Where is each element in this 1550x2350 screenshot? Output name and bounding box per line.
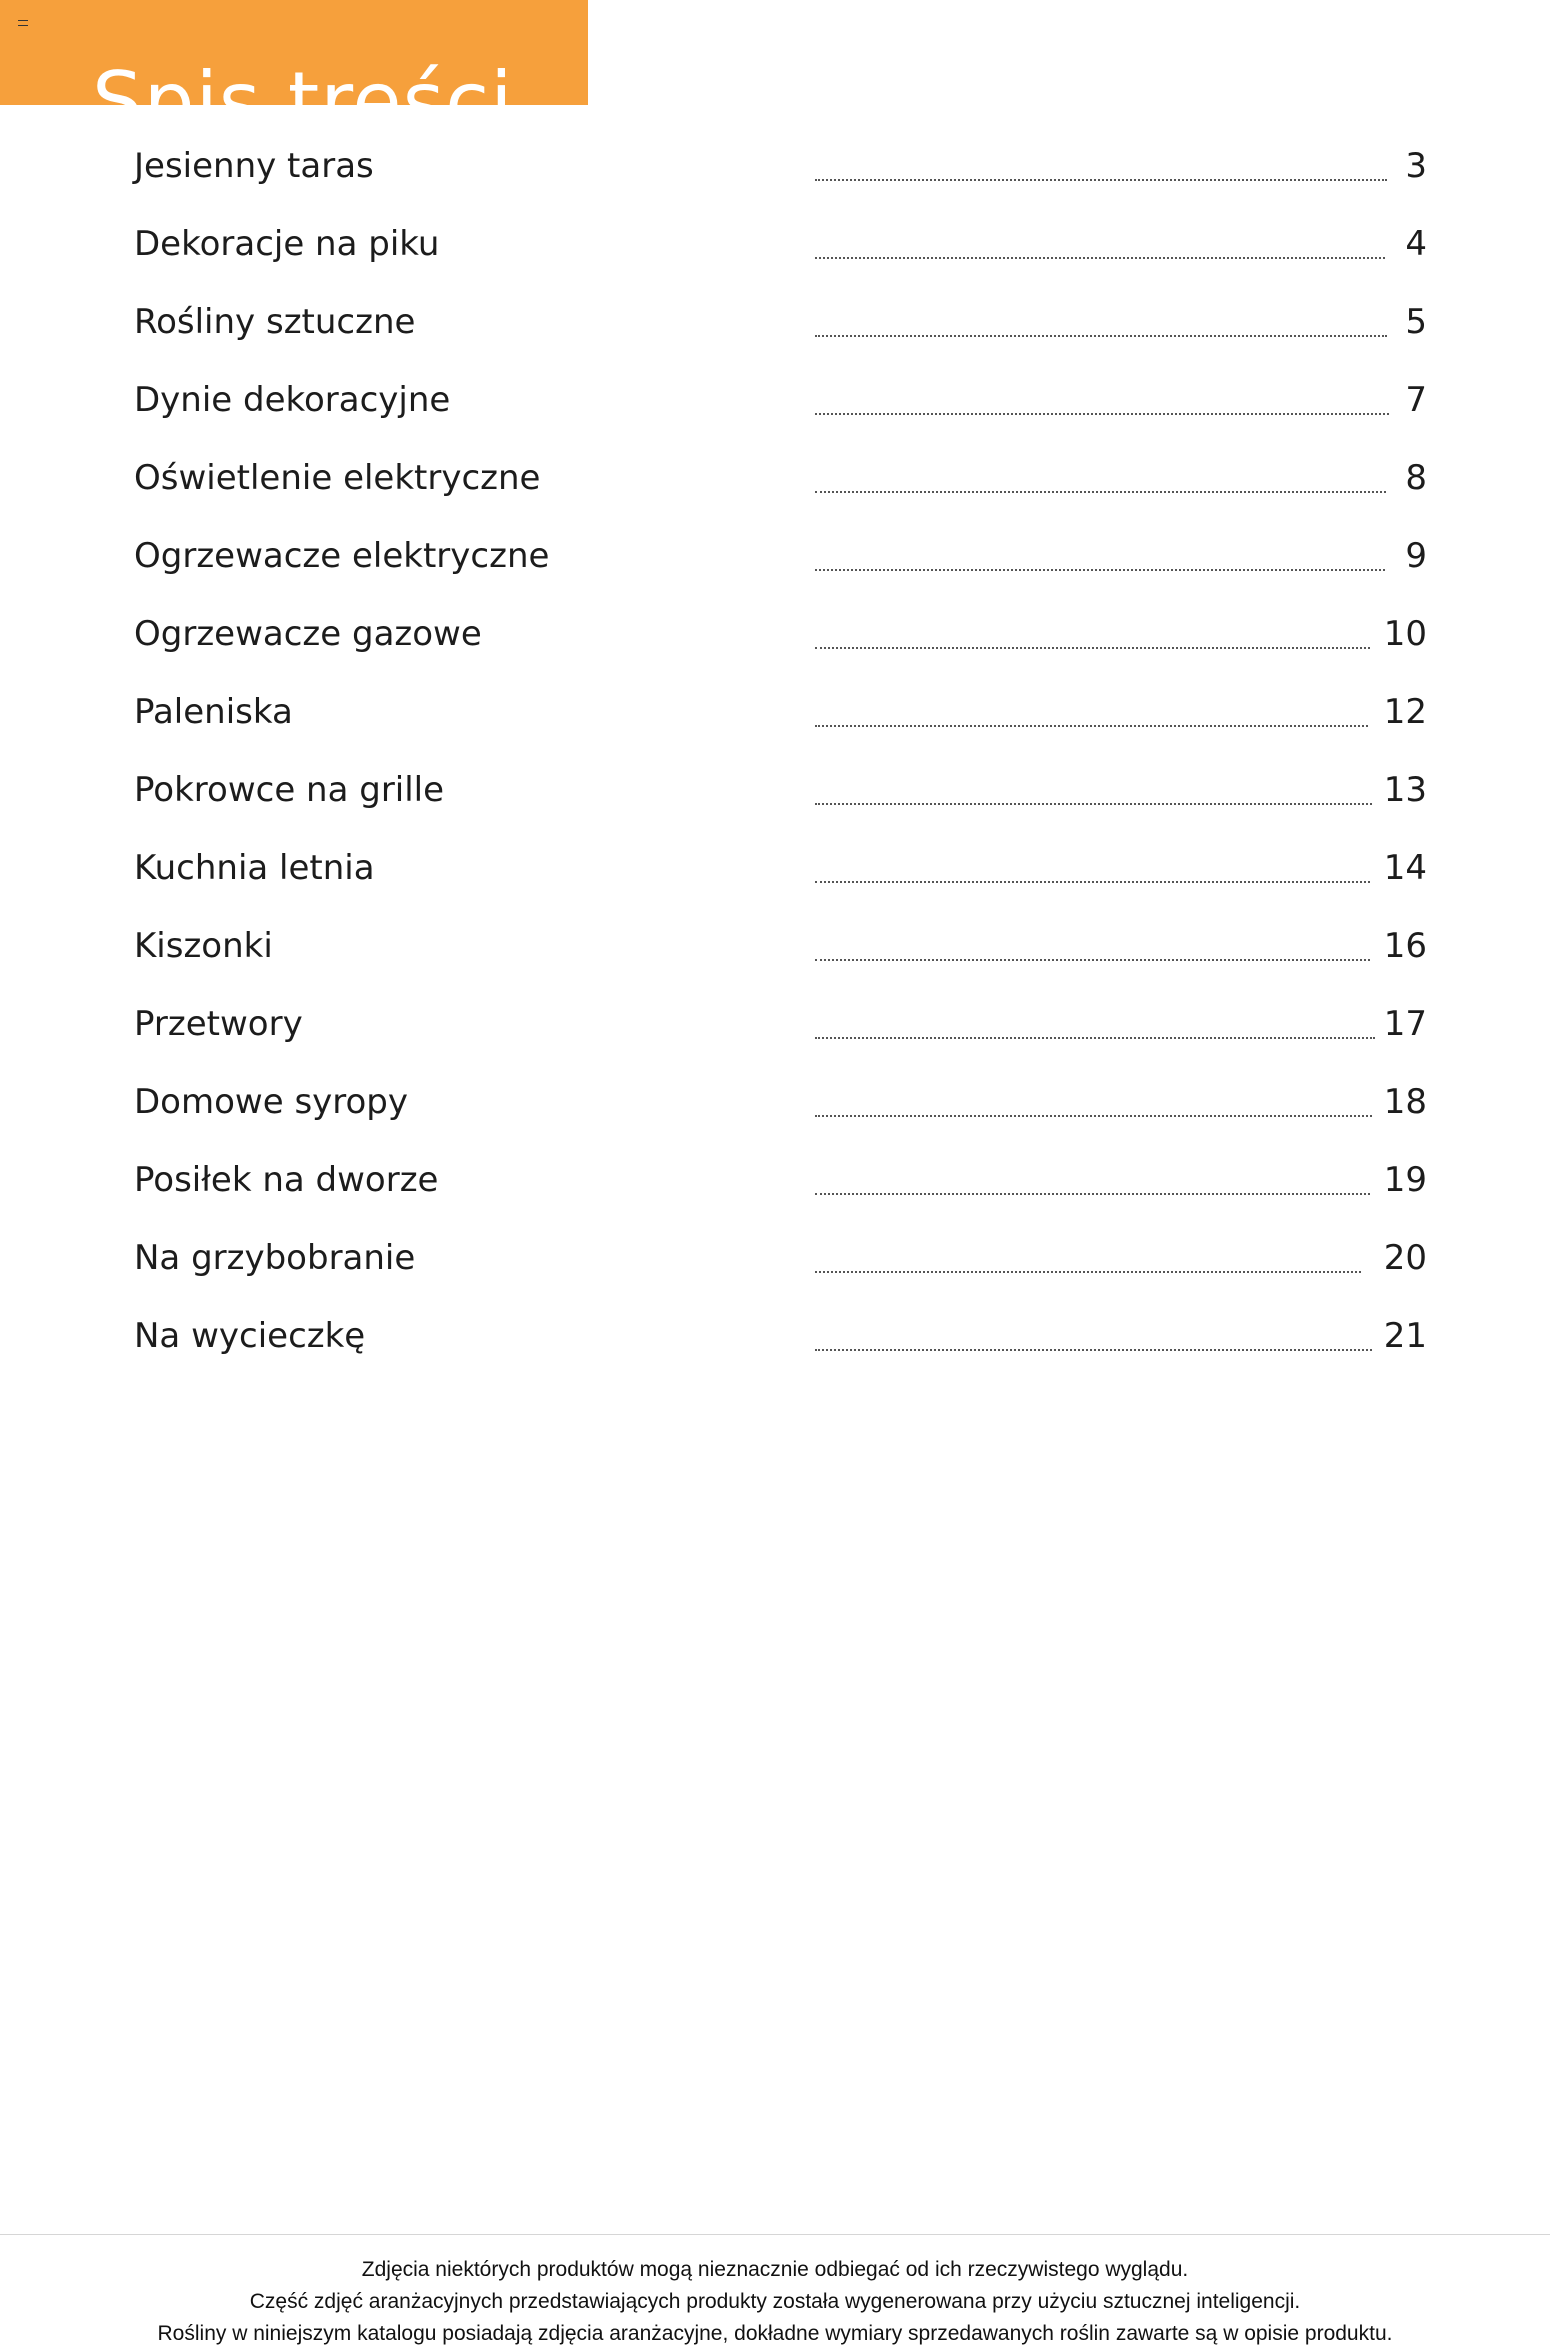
toc-entry-label: Dekoracje na piku [134,224,440,264]
toc-dot-leader [815,413,1389,415]
toc-entry-label: Przetwory [134,1004,303,1044]
toc-entry[interactable] [0,760,1550,820]
toc-page-number: 3 [1405,146,1427,186]
toc-dot-leader [815,257,1385,259]
toc-dot-leader [815,803,1372,805]
toc-entry[interactable] [0,604,1550,664]
footer-divider [0,2234,1550,2235]
toc-entry-label: Na grzybobranie [134,1238,416,1278]
toc-page-number: 17 [1383,1004,1427,1044]
toc-page-number: 7 [1405,380,1427,420]
toc-page-number: 8 [1405,458,1427,498]
toc-entry-label: Kuchnia letnia [134,848,375,888]
toc-page-number: 16 [1383,926,1427,966]
toc-dot-leader [815,179,1387,181]
toc-entry[interactable] [0,370,1550,430]
toc-page-number: 20 [1383,1238,1427,1278]
toc-entry-label: Paleniska [134,692,293,732]
toc-page-number: 19 [1383,1160,1427,1200]
toc-page-number: 14 [1383,848,1427,888]
toc-entry-label: Ogrzewacze gazowe [134,614,482,654]
toc-dot-leader [815,335,1387,337]
footer-line-plants: Rośliny w niniejszym katalogu posiadają zdjęcia aranżacyjne, dokładne wymiary sprzedawanych roślin zawarte są w opisie produktu. [157,2322,1393,2345]
toc-dot-leader [815,1037,1375,1039]
toc-entry-label: Na wycieczkę [134,1316,366,1356]
page-title: Spis treści [92,54,514,148]
toc-entry-label: Kiszonki [134,926,273,966]
toc-entry-label: Pokrowce na grille [134,770,445,810]
toc-entry[interactable] [0,1228,1550,1288]
toc-entry[interactable] [0,838,1550,898]
toc-entry[interactable] [0,448,1550,508]
toc-entry-label: Rośliny sztuczne [134,302,416,342]
toc-entry[interactable] [0,292,1550,352]
toc-entry-label: Jesienny taras [134,146,374,186]
toc-page-number: 9 [1405,536,1427,576]
toc-dot-leader [815,1349,1372,1351]
toc-page-number: 5 [1405,302,1427,342]
toc-page-number: 10 [1383,614,1427,654]
toc-entry[interactable] [0,1306,1550,1366]
toc-dot-leader [815,1193,1370,1195]
footer-line-photos: Zdjęcia niektórych produktów mogą nieznacznie odbiegać od ich rzeczywistego wyglądu. [361,2258,1189,2281]
toc-page-number: 12 [1383,692,1427,732]
toc-entry-label: Oświetlenie elektryczne [134,458,541,498]
footer-disclaimer [0,2254,1550,2350]
toc-dot-leader [815,491,1386,493]
toc-entry-label: Ogrzewacze elektryczne [134,536,550,576]
toc-page-number: 13 [1383,770,1427,810]
toc-dot-leader [815,1115,1372,1117]
footer-line-ai: Część zdjęć aranżacyjnych przedstawiających produkty została wygenerowana przy użyciu sztucznej inteligencji. [249,2290,1301,2313]
toc-dot-leader [815,959,1370,961]
toc-entry[interactable] [0,1150,1550,1210]
toc-entry[interactable] [0,682,1550,742]
toc-entry[interactable] [0,526,1550,586]
toc-dot-leader [815,725,1368,727]
toc-entry-label: Domowe syropy [134,1082,409,1122]
toc-dot-leader [815,1271,1361,1273]
toc-entry[interactable] [0,916,1550,976]
toc-entry-label: Dynie dekoracyjne [134,380,451,420]
toc-dot-leader [815,881,1370,883]
toc-page-number: 4 [1405,224,1427,264]
toc-entry[interactable] [0,214,1550,274]
toc-dot-leader [815,647,1370,649]
toc-entry[interactable] [0,136,1550,196]
toc-dot-leader [815,569,1385,571]
toc-page-number: 18 [1383,1082,1427,1122]
toc-entry[interactable] [0,1072,1550,1132]
toc-entry-label: Posiłek na dworze [134,1160,439,1200]
toc-page-number: 21 [1383,1316,1427,1356]
toc-entry[interactable] [0,994,1550,1054]
